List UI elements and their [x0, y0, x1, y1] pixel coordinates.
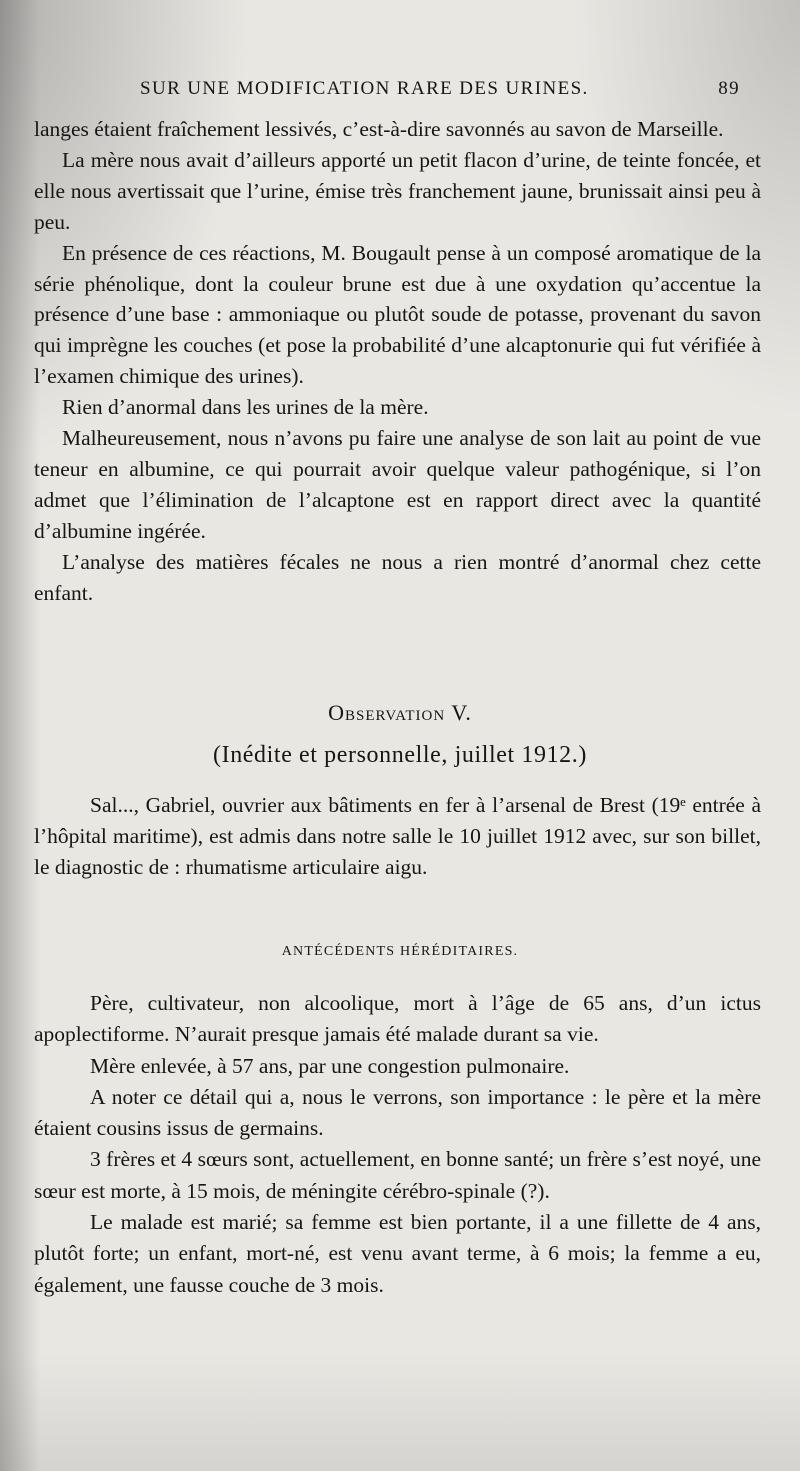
- paragraph: Sal..., Gabriel, ouvrier aux bâtiments en fer à l’arsenal de Brest (19ᵉ entrée à l’hôpital maritime), est admis dans notre salle le 10 juillet 1912 avec, sur son billet, le diagnostic de : rhumatisme articulaire aigu.: [34, 793, 761, 879]
- observation-text: [34, 790, 761, 883]
- section-heading: ANTÉCÉDENTS HÉRÉDITAIRES.: [281, 944, 519, 959]
- running-title: SUR UNE MODIFICATION RARE DES URINES.: [140, 78, 589, 99]
- paragraph: Malheureusement, nous n’avons pu faire une analyse de son lait au point de vue teneur en albumine, ce qui pourrait avoir quelque valeur pathogénique, si l’on admet que l’élimination de l’alcaptone est en rapport direct avec la quantité d’albumine ingérée.: [34, 426, 761, 543]
- paragraph: Mère enlevée, à 57 ans, par une congestion pulmonaire.: [90, 1053, 570, 1078]
- paragraph: En présence de ces réactions, M. Bougault pense à un composé aromatique de la série phénolique, dont la couleur brune est due à une oxydation qu’accentue la présence d’une base : ammoniaque ou plutôt soude de potasse, provenant du savon qui imprègne les couches (et pose la probabilité d’une alcaptonurie qui fut vérifiée à l’examen chimique des urines).: [34, 240, 761, 389]
- paragraph: Le malade est marié; sa femme est bien portante, il a une fillette de 4 ans, plutôt forte; un enfant, mort-né, est venu avant terme, à 6 mois; la femme a eu, également, une fausse couche de 3 mois.: [34, 1210, 761, 1297]
- paragraph: langes étaient fraîchement lessivés, c’est-à-dire savonnés au savon de Marseille.: [34, 117, 724, 141]
- page-header: [140, 78, 740, 108]
- observation-subtitle: (Inédite et personnelle, juillet 1912.): [213, 742, 587, 768]
- body-text-top: [34, 114, 761, 609]
- observation-title: Observation V.: [328, 700, 472, 725]
- paragraph: Père, cultivateur, non alcoolique, mort à l’âge de 65 ans, d’un ictus apoplectiforme. N’aurait presque jamais été malade durant sa vie.: [34, 991, 761, 1047]
- antecedents-text: [34, 988, 761, 1301]
- paragraph: Rien d’anormal dans les urines de la mère.: [62, 395, 429, 420]
- paragraph: A noter ce détail qui a, nous le verrons, son importance : le père et la mère étaient cousins issus de germains.: [34, 1084, 761, 1141]
- paragraph: 3 frères et 4 sœurs sont, actuellement, en bonne santé; un frère s’est noyé, une sœur est morte, à 15 mois, de méningite cérébro-spinale (?).: [34, 1147, 761, 1203]
- paragraph: L’analyse des matières fécales ne nous a rien montré d’anormal chez cette enfant.: [34, 549, 761, 605]
- paragraph: La mère nous avait d’ailleurs apporté un petit flacon d’urine, de teinte foncée, et elle nous avertissait que l’urine, émise très franchement jaune, brunissait ainsi peu à peu.: [34, 147, 761, 234]
- page-number: 89: [718, 78, 740, 99]
